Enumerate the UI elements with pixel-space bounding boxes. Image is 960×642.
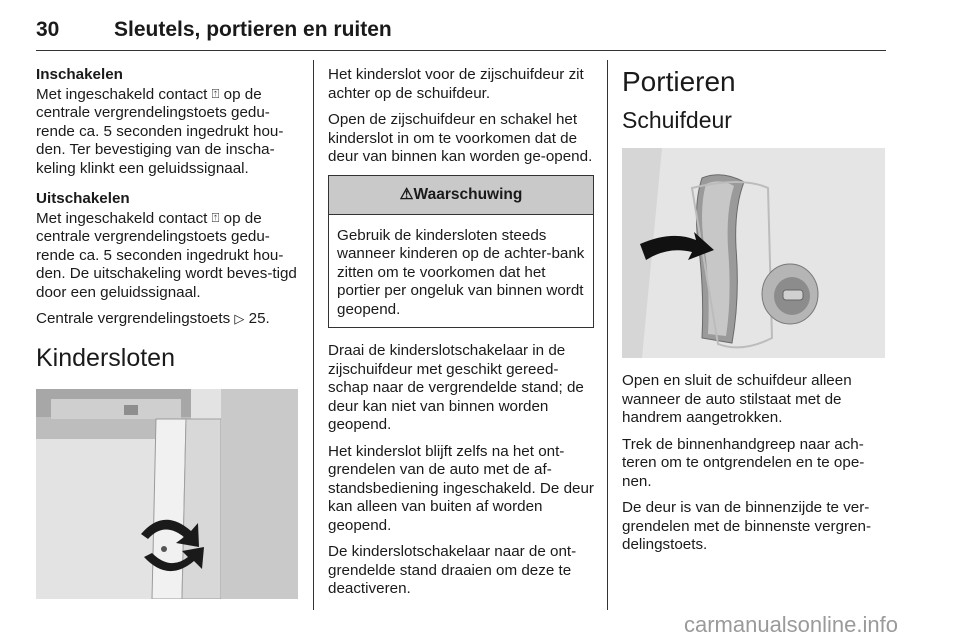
paragraph: De deur is van de binnenzijde te ver-grendelen met de binnenste vergren-delingstoets. xyxy=(622,499,872,553)
page-number: 30 xyxy=(36,18,60,41)
column-3 xyxy=(622,66,887,563)
inschakelen-text-pre: Met ingeschakeld contact xyxy=(36,85,208,103)
inschakelen-paragraph xyxy=(36,85,298,179)
reference-paragraph xyxy=(36,310,298,329)
kindersloten-heading: Kindersloten xyxy=(36,343,175,372)
paragraph: De kinderslotschakelaar naar de ont-grendelde stand draaien om deze te deactiveren. xyxy=(328,543,577,597)
warning-body xyxy=(329,215,593,328)
uitschakelen-text-pre: Met ingeschakeld contact xyxy=(36,209,208,227)
uitschakelen-paragraph xyxy=(36,209,298,303)
child-lock-illustration xyxy=(36,389,298,599)
warning-title: Waarschuwing xyxy=(413,185,523,203)
warning-box xyxy=(328,175,594,329)
reference-text: Centrale vergrendelingstoets xyxy=(36,310,231,327)
running-title: Sleutels, portieren en ruiten xyxy=(114,18,392,41)
column-divider xyxy=(313,60,314,610)
inschakelen-heading: Inschakelen xyxy=(36,66,123,83)
warning-header xyxy=(329,176,593,215)
paragraph: Het kinderslot voor de zijschuifdeur zit achter op de schuifdeur. xyxy=(328,66,584,102)
reference-page: 25. xyxy=(248,310,270,327)
uitschakelen-heading: Uitschakelen xyxy=(36,190,130,207)
warning-triangle-icon: ⚠ xyxy=(399,185,414,203)
watermark: carmanualsonline.info xyxy=(683,612,898,637)
inschakelen-text-post: op de centrale vergrendelingstoets gedu-rende ca. 5 seconden ingedrukt hou-den. Ter bevestiging van de inscha-keling klinkt een geluidssignaal. xyxy=(36,85,284,177)
schuifdeur-heading: Schuifdeur xyxy=(622,107,732,133)
paragraph: Open de zijschuifdeur en schakel het kinderslot in om te voorkomen dat de deur van binnen kan worden ge-opend. xyxy=(328,111,593,165)
column-divider xyxy=(607,60,608,610)
sliding-door-handle-illustration xyxy=(622,148,885,358)
paragraph: Draai de kinderslotschakelaar in de zijschuifdeur met geschikt gereed-schap naar de vergrendelde stand; de deur kan niet van binnen worden geopend. xyxy=(328,342,584,433)
portieren-heading: Portieren xyxy=(622,66,736,97)
paragraph: Het kinderslot blijft zelfs na het ont-grendelen van de auto met de af-standsbediening ingeschakeld. De deur kan alleen van buiten af worden geopend. xyxy=(328,442,594,534)
column-1 xyxy=(36,66,298,599)
warning-text: Gebruik de kindersloten steeds wanneer kinderen op de achter-bank zitten om te voorkomen dat het portier per ongeluk van binnen wordt geopend. xyxy=(337,226,585,318)
paragraph: Open en sluit de schuifdeur alleen wanneer de auto stilstaat met de handrem aangetrokken. xyxy=(622,372,852,426)
ignition-key-icon: ⍐ xyxy=(211,85,220,101)
page-header xyxy=(36,10,886,51)
page-reference-arrow-icon: ▷ xyxy=(234,311,245,326)
uitschakelen-text-post: op de centrale vergrendelingstoets gedu-rende ca. 5 seconden ingedrukt hou-den. De uitschakeling wordt beves-tigd door een geluidssignaal. xyxy=(36,209,297,301)
paragraph: Trek de binnenhandgreep naar ach-teren om te ontgrendelen en te ope-nen. xyxy=(622,435,865,490)
sliding-door-drawing xyxy=(622,148,885,358)
column-2 xyxy=(328,66,594,607)
child-lock-drawing xyxy=(36,389,298,599)
ignition-key-icon: ⍐ xyxy=(211,209,220,225)
